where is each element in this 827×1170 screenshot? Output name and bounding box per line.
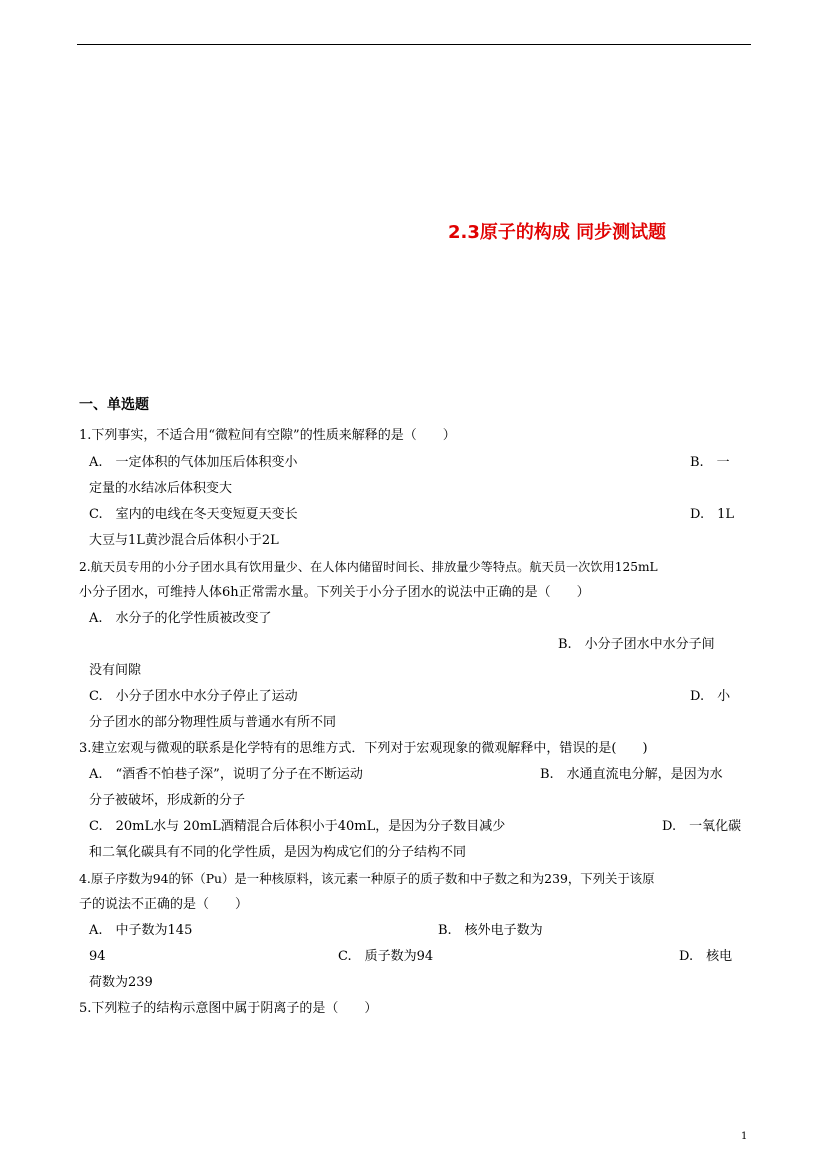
q1-option-d-tail: 大豆与1L黄沙混合后体积小于2L	[89, 533, 279, 548]
document-title: 2.3原子的构成 同步测试题	[448, 222, 667, 243]
q1-option-b-head: B. 一	[690, 455, 730, 470]
q1-option-a: A. 一定体积的气体加压后体积变小	[89, 455, 298, 470]
q2-option-b-head: B. 小分子团水中水分子间	[558, 637, 715, 652]
header-rule	[77, 44, 751, 45]
q3-option-b-tail: 分子被破坏，形成新的分子	[89, 793, 246, 808]
q4-option-c: C. 质子数为94	[338, 949, 434, 964]
q3-option-c: C. 20mL水与 20mL酒精混合后体积小于40mL，是因为分子数目减少	[89, 819, 506, 834]
q1-option-b-tail: 定量的水结冰后体积变大	[89, 481, 233, 496]
q2-stem-line1: 2.航天员专用的小分子团水具有饮用量少、在人体内储留时间长、排放量少等特点。航天员一次饮用125mL	[79, 560, 658, 574]
q4-option-b-head: B. 核外电子数为	[438, 923, 543, 938]
q4-option-d-head: D. 核电	[679, 949, 733, 964]
q2-option-b-tail: 没有间隙	[89, 663, 142, 678]
q3-option-d-head: D. 一氧化碳	[662, 819, 742, 834]
q4-option-b-tail: 94	[89, 949, 106, 964]
q3-option-b-head: B. 水通直流电分解，是因为水	[540, 767, 723, 782]
q5-stem: 5.下列粒子的结构示意图中属于阴离子的是（ ）	[79, 1001, 378, 1016]
q4-option-d-tail: 荷数为239	[89, 975, 153, 990]
q2-option-c: C. 小分子团水中水分子停止了运动	[89, 689, 298, 704]
q1-option-c: C. 室内的电线在冬天变短夏天变长	[89, 507, 298, 522]
q4-option-a: A. 中子数为145	[89, 923, 193, 938]
q2-option-d-head: D. 小	[690, 689, 731, 704]
section-heading: 一、单选题	[79, 397, 149, 413]
q2-stem-line2: 小分子团水，可维持人体6h正常需水量。下列关于小分子团水的说法中正确的是（ ）	[79, 585, 590, 600]
q3-option-a: A. “酒香不怕巷子深”，说明了分子在不断运动	[89, 767, 363, 782]
q1-stem: 1.下列事实，不适合用“微粒间有空隙”的性质来解释的是（ ）	[79, 428, 456, 443]
q3-option-d-tail: 和二氧化碳具有不同的化学性质，是因为构成它们的分子结构不同	[89, 845, 467, 860]
q2-option-a: A. 水分子的化学性质被改变了	[89, 611, 272, 626]
page-number: 1	[741, 1131, 748, 1142]
q1-option-d-head: D. 1L	[690, 507, 734, 522]
q4-stem-line2: 子的说法不正确的是（ ）	[79, 897, 249, 912]
q2-option-d-tail: 分子团水的部分物理性质与普通水有所不同	[89, 715, 337, 730]
q3-stem: 3.建立宏观与微观的联系是化学特有的思维方式．下列对于宏观现象的微观解释中，错误的是( )	[79, 741, 648, 756]
q4-stem-line1: 4.原子序数为94的钚（Pu）是一种核原料，该元素一种原子的质子数和中子数之和为239，下列关于该原	[79, 871, 655, 886]
